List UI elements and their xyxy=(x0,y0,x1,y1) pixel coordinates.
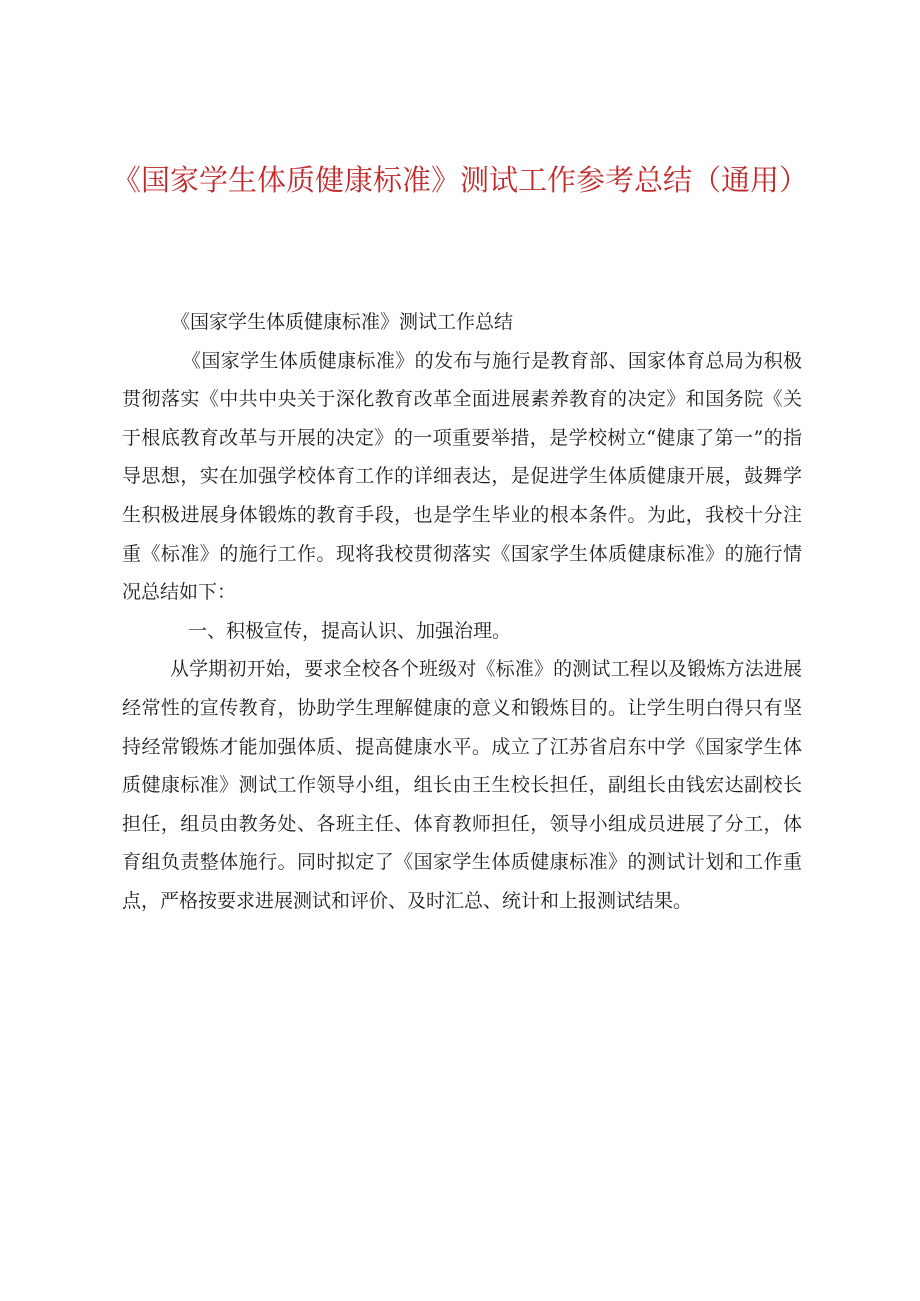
document-title: 《国家学生体质健康标准》测试工作参考总结（通用） xyxy=(111,163,808,197)
section-heading-1: 一、积极宣传，提高认识、加强治理。 xyxy=(188,619,512,642)
document-subtitle: 《国家学生体质健康标准》测试工作总结 xyxy=(171,311,514,333)
paragraph-intro: 《国家学生体质健康标准》的发布与施行是教育部、国家体育总局为积极贯彻落实《中共中央关于深化教育改革全面进展素养教育的决定》和国务院《关于根底教育改革与开展的决定》的一项重要举措，是学校树立“健康了第一”的指导思想，实在加强学校体育工作的详细表达，是促进学生体质健康开展，鼓舞学生积极进展身体锻炼的教育手段，也是学生毕业的根本条件。为此，我校十分注重《标准》的施行工作。现将我校贯彻落实《国家学生体质健康标准》的施行情况总结如下： xyxy=(122,349,802,604)
document-body xyxy=(122,303,802,921)
paragraph-section-1: 从学期初开始，要求全校各个班级对《标准》的测试工程以及锻炼方法进展经常性的宣传教育，协助学生理解健康的意义和锻炼目的。让学生明白得只有坚持经常锻炼才能加强体质、提高健康水平。成立了江苏省启东中学《国家学生体质健康标准》测试工作领导小组，组长由王生校长担任，副组长由钱宏达副校长担任，组员由教务处、各班主任、体育教师担任，领导小组成员进展了分工，体育组负责整体施行。同时拟定了《国家学生体质健康标准》的测试计划和工作重点，严格按要求进展测试和评价、及时汇总、统计和上报测试结果。 xyxy=(122,658,802,912)
